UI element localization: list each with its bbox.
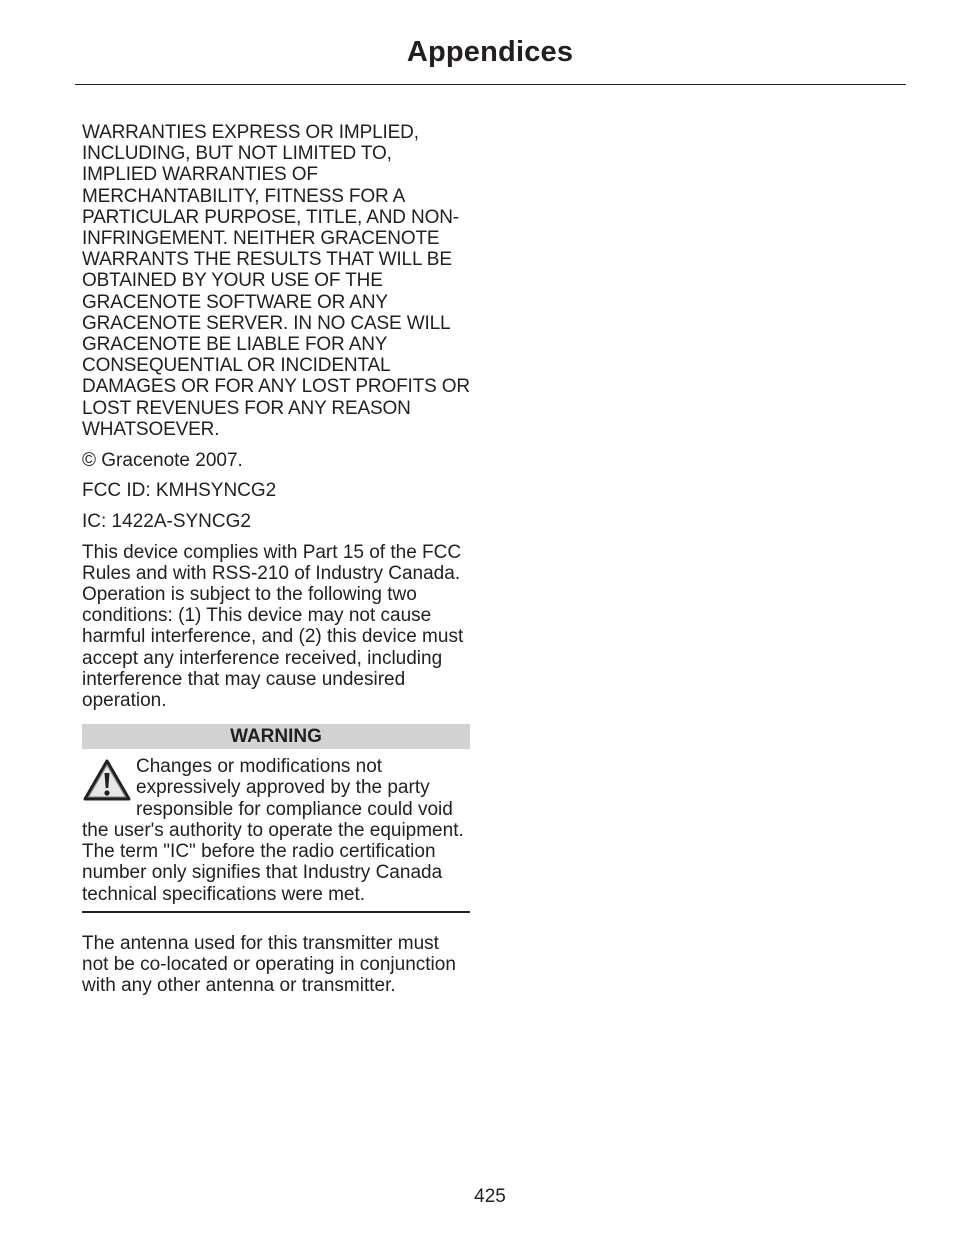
copyright-notice: © Gracenote 2007. bbox=[82, 449, 243, 471]
content-column bbox=[82, 122, 470, 1006]
warranty-disclaimer: WARRANTIES EXPRESS OR IMPLIED, INCLUDING, BUT NOT LIMITED TO, IMPLIED WARRANTIES OF MERCHANTABILITY, FITNESS FOR A PARTICULAR PURPOSE, TITLE, AND NON-INFRINGEMENT. NEITHER GRACENOTE WARRANTS THE RESULTS THAT WILL BE OBTAINED BY YOUR USE OF THE GRACENOTE SOFTWARE OR ANY GRACENOTE SERVER. IN NO CASE WILL GRACENOTE BE LIABLE FOR ANY CONSEQUENTIAL OR INCIDENTAL DAMAGES OR FOR ANY LOST PROFITS OR LOST REVENUES FOR ANY REASON WHATSOEVER. bbox=[82, 122, 470, 440]
warning-triangle-icon bbox=[82, 758, 132, 802]
fcc-id: FCC ID: KMHSYNCG2 bbox=[82, 480, 277, 502]
ic-number: IC: 1422A-SYNCG2 bbox=[82, 510, 251, 532]
warning-text: Changes or modifications not expressively approved by the party responsible for compliance could void the user's authority to operate the equipment. The term "IC" before the radio certification number only signifies that Industry Canada technical specifications were met. bbox=[82, 756, 464, 905]
warning-heading: WARNING bbox=[82, 724, 470, 749]
warning-box bbox=[82, 756, 470, 904]
antenna-statement: The antenna used for this transmitter must not be co-located or operating in conjunction with any other antenna or transmitter. bbox=[82, 932, 456, 997]
header-divider bbox=[75, 84, 906, 85]
page-number: 425 bbox=[474, 1186, 506, 1207]
warning-divider bbox=[82, 911, 470, 913]
page-title: Appendices bbox=[406, 36, 574, 68]
compliance-statement: This device complies with Part 15 of the FCC Rules and with RSS-210 of Industry Canada. Operation is subject to the following two conditions: (1) This device may not cause harmful interference, and (2) this device must accept any interference received, including interference that may cause undesired operation. bbox=[82, 541, 464, 712]
